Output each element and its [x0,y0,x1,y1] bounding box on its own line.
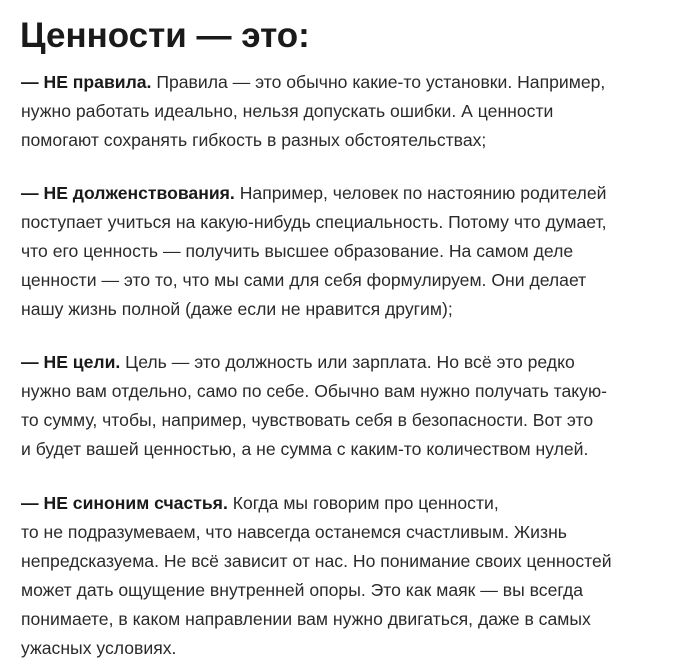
paragraph-line: что его ценность — получить высшее образование. На самом деле [21,241,574,261]
paragraph-line: поступает учиться на какую-нибудь специальность. Потому что думает, [21,212,607,232]
paragraph-line: и будет вашей ценностью, а не сумма с каким-то количеством нулей. [21,439,589,459]
paragraph-line: нужно работать идеально, нельзя допускать ошибки. А ценности [21,101,554,121]
paragraph-line: понимаете, в каком направлении вам нужно двигаться, даже в самых [21,609,591,629]
section-text: Например, человек по настоянию родителей [234,183,607,203]
section-lead: — НЕ долженствования. [21,183,235,203]
paragraph-line: то сумму, чтобы, например, чувствовать себя в безопасности. Вот это [21,410,594,430]
section-goals [21,348,671,464]
section-rules [21,68,671,155]
paragraph-line [21,68,671,97]
section-text: Правила — это обычно какие-то установки. Например, [151,72,606,92]
section-lead: — НЕ синоним счастья. [21,493,228,513]
paragraph-line [21,348,671,377]
page-title: Ценности — это: [20,16,310,55]
paragraph-line: ценности — это то, что мы сами для себя формулируем. Они делает [21,270,587,290]
paragraph-line: нашу жизнь полной (даже если не нравится другим); [21,299,453,319]
paragraph-line [21,489,671,518]
paragraph-line: помогают сохранять гибкость в разных обстоятельствах; [21,130,487,150]
paragraph-line: нужно вам отдельно, само по себе. Обычно вам нужно получать такую- [21,381,608,401]
paragraph-line [21,179,671,208]
section-text: Когда мы говорим про ценности, [227,493,499,513]
section-lead: — НЕ цели. [21,352,121,372]
paragraph-line: ужасных условиях. [21,638,177,658]
section-happiness [21,489,671,663]
section-text: Цель — это должность или зарплата. Но всё это редко [120,352,575,372]
paragraph-line: непредсказуема. Не всё зависит от нас. Но понимание своих ценностей [21,551,612,571]
paragraph-line: то не подразумеваем, что навсегда останемся счастливым. Жизнь [21,522,567,542]
section-lead: — НЕ правила. [21,72,152,92]
paragraph-line: может дать ощущение внутренней опоры. Это как маяк — вы всегда [21,580,584,600]
section-obligations [21,179,671,324]
